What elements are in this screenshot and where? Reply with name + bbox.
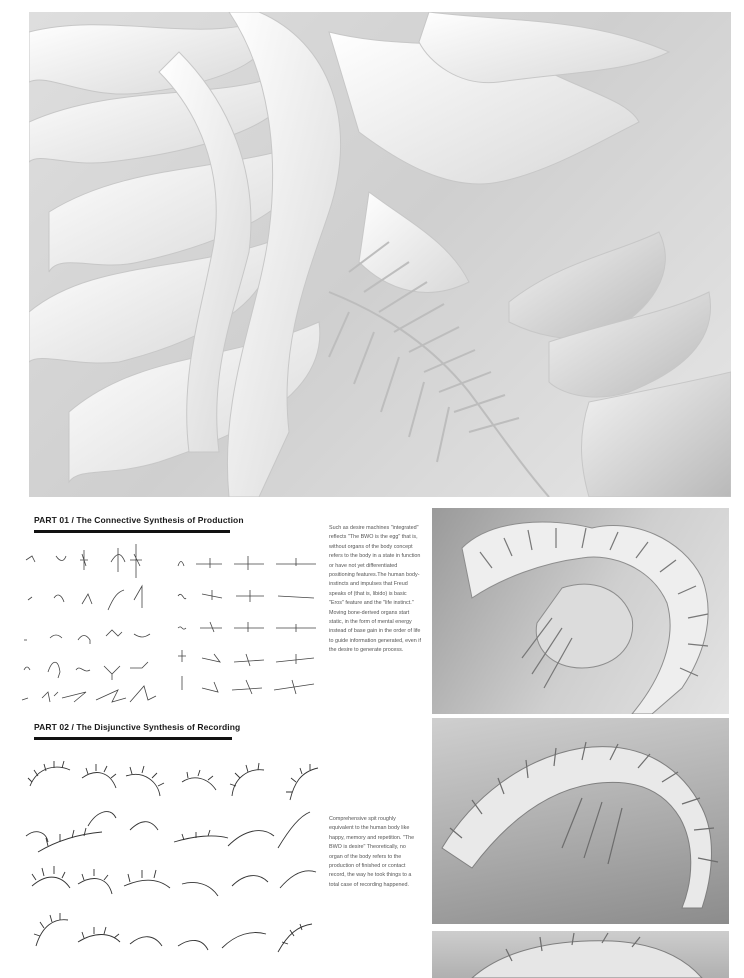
- part1-sketch-grid-left: [16, 540, 166, 710]
- right-render-image-2: [432, 718, 729, 924]
- part1-heading-rule: [34, 530, 230, 533]
- hero-render-image: [29, 12, 731, 497]
- part2-heading: PART 02 / The Disjunctive Synthesis of Recording: [34, 722, 241, 732]
- part1-sketch-grid-right: [172, 540, 324, 710]
- part1-heading: PART 01 / The Connective Synthesis of Production: [34, 515, 244, 525]
- part1-paragraph: Such as desire machines "integrated" reflects "The BWO is the egg" that is, without organs of the body concept refers to the body in a state in function or have not yet differentiated positioning features.The human body-instincts and impulses that Freud speaks of (that is, libido) is basic "Eros" feature and the "life instinct." Moving bone-derived organs start static, in the form of mental energy instead of base gain in the order of life to guide information generated, even if the desire to generate process.: [329, 525, 422, 654]
- part2-sketch-grid: [18, 756, 320, 978]
- part2-paragraph: Comprehensive spit roughly equivalent to the human body like happy, memory and repetition. "The BWO is desire" Theoretically, no organ of the body refers to the production of finished or contact record, the way he took things to a total case of recording happened.: [329, 816, 415, 888]
- right-render-image-1: [432, 508, 729, 714]
- right-render-image-3: [432, 931, 729, 978]
- part2-heading-rule: [34, 737, 232, 740]
